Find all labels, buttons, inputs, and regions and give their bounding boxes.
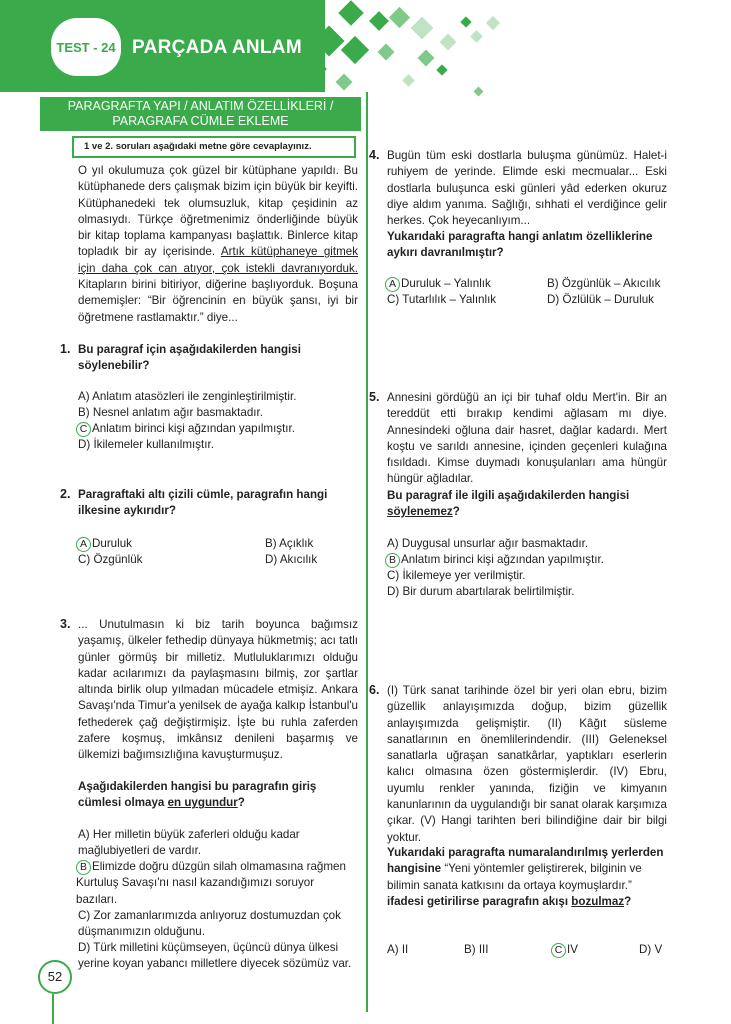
- page-number-bar: [52, 994, 54, 1024]
- passage-5: Annesini gördüğü an içi bir tuhaf oldu Mert'in. Bir an tereddüt etti bırakıp kendimi ağlasam mı diye. Annesindeki oğluna dair hasret, dağlar kadardı. Mert koştu ve sarıldı annesine, içinden geçenleri kulağına fısıldadı. Kimse duymadı konuşulanları ama hüngür hüngür ağladılar.: [387, 391, 667, 486]
- option-text: IV: [567, 943, 578, 956]
- answer-mark-circle: A: [385, 277, 400, 292]
- question-3-option-a[interactable]: A) Her milletin büyük zaferleri olduğu kadar mağlubiyetleri de vardır.: [78, 828, 300, 858]
- question-1-option-b[interactable]: B) Nesnel anlatım ağır basmaktadır.: [78, 406, 263, 419]
- question-2-option-c[interactable]: C) Özgünlük: [78, 553, 143, 566]
- question-6-number: 6.: [369, 683, 380, 697]
- question-1-number: 1.: [60, 342, 71, 356]
- banner-line-2: PARAGRAFA CÜMLE EKLEME: [112, 114, 289, 128]
- test-badge: TEST - 24: [51, 18, 121, 76]
- passage-1-underlined: Artık kütüphaneye gitmek için daha çok can atıyor, çok istekli davranıyorduk.: [78, 245, 358, 275]
- answer-mark-circle: B: [76, 860, 91, 875]
- question-5-option-d[interactable]: D) Bir durum abartılarak belirtilmiştir.: [387, 585, 575, 598]
- passage-4: Bugün tüm eski dostlarla buluşma günümüz. Halet-i ruhiyem de yerinde. Elimde eski mecmualar... Eski dostlarla buluşunca eski günleri yâd ederken okuruz diye aldım yanıma. Sağlığı, sıhhati el verdiğince gelir herkes. Çok heyecanlıyım...: [387, 149, 667, 228]
- passage-1-text-end: Kitapların birini bitiriyor, diğerine başlıyorduk. Boşuna dememişler: “Bir öğrencinin en büyük şansı, iyi bir öğretmene rastlamaktır.” diye...: [78, 278, 358, 324]
- answer-mark-circle: C: [76, 422, 91, 437]
- question-3-option-b[interactable]: [76, 859, 358, 908]
- option-text: Duruluk – Yalınlık: [401, 277, 491, 290]
- question-1-text: Bu paragraf için aşağıdakilerden hangisi söylenebilir?: [78, 343, 301, 373]
- option-text: Elimizde doğru düzgün silah olmamasına rağmen Kurtuluş Savaşı'nı nasıl kazandığımızı soruyor bazıları.: [76, 860, 346, 906]
- question-1-option-a[interactable]: A) Anlatım atasözleri ile zenginleştirilmiştir.: [78, 390, 297, 403]
- passage-1-text: O yıl okulumuza çok güzel bir kütüphane yapıldı. Bu kütüphanede ders çalışmak bizim için büyük bir keyifti. Kütüphanedeki tek olumsuzluk, kitap çeşidinin az olmasıydı. Türkçe öğretmenimiz önderliğinde büyük bir kitap toplama kampanyası başlattık. Binlerce kitap topladık bir ay içerisinde.: [78, 164, 358, 259]
- answer-mark-circle: C: [551, 943, 566, 958]
- question-3-option-c[interactable]: C) Zor zamanlarımızda anlıyoruz dostumuzdan çok düşmanımızın olduğunu.: [78, 909, 341, 939]
- question-4-number: 4.: [369, 148, 380, 162]
- section-banner: [40, 97, 361, 131]
- question-2-option-a[interactable]: [76, 536, 132, 552]
- passage-3: ... Unutulmasın ki biz tarih boyunca bağımsız yaşamış, ülkeler fethedip dünyaya hükmetmiş; acı tatlı günler görmüş bir milletiz. Mutluluklarımızı olduğu kadar acılarımızı da paylaşmasını bilmiş, zor şartlar altında birlik olup yılmadan mücadele etmişiz. Ankara Savaşı'nda Timur'a yenilsek de ayağa kalkıp İstanbul'u fethederek çağ değiştirmişiz. İşte bu ruhla zaferden zafere koşmuş, imkânsız denileni başarmış ve ülkemizi bağımsızlığına kavuşturmuşuz.: [78, 618, 358, 762]
- page-header: [0, 0, 731, 92]
- question-6-option-c[interactable]: [551, 942, 578, 958]
- question-3-option-d[interactable]: D) Türk milletini küçümseyen, üçüncü dünya ülkesi yerine koyan yabancı milletlere diyecek sözümüz var.: [78, 941, 352, 971]
- banner-line-1: PARAGRAFTA YAPI / ANLATIM ÖZELLİKLERİ /: [67, 99, 334, 113]
- answer-mark-circle: A: [76, 537, 91, 552]
- question-4-option-a[interactable]: [385, 276, 491, 292]
- question-2-option-b[interactable]: B) Açıklık: [265, 537, 314, 550]
- question-2-option-d[interactable]: D) Akıcılık: [265, 553, 318, 566]
- page-number: 52: [38, 960, 72, 994]
- question-4-text: Yukarıdaki paragrafta hangi anlatım özelliklerine aykırı davranılmıştır?: [387, 230, 653, 260]
- question-6-text: Yukarıdaki paragrafta numaralandırılmış yerlerden hangisine “Yeni yöntemler geliştirerek, bilginin ve bilimin sanata katkısını da ortaya koymuşlardır.” ifadesi getirilirse paragrafın akışı bozulmaz?: [387, 846, 664, 908]
- column-divider: [366, 92, 368, 1012]
- question-6-option-d[interactable]: D) V: [639, 943, 663, 956]
- instruction-box: 1 ve 2. soruları aşağıdaki metne göre cevaplayınız.: [72, 136, 356, 158]
- question-5-option-c[interactable]: C) İkilemeye yer verilmiştir.: [387, 569, 526, 582]
- question-3-number: 3.: [60, 617, 71, 631]
- question-5-option-b[interactable]: [385, 552, 604, 568]
- question-1-option-d[interactable]: D) İkilemeler kullanılmıştır.: [78, 438, 214, 451]
- page-title: PARÇADA ANLAM: [132, 37, 302, 58]
- question-6-option-a[interactable]: A) II: [387, 943, 409, 956]
- question-5-number: 5.: [369, 390, 380, 404]
- question-2-text: Paragraftaki altı çizili cümle, paragrafın hangi ilkesine aykırıdır?: [78, 488, 328, 518]
- question-4-option-d[interactable]: D) Özlülük – Duruluk: [547, 293, 654, 306]
- question-4-option-b[interactable]: B) Özgünlük – Akıcılık: [547, 277, 661, 290]
- option-text: Duruluk: [92, 537, 132, 550]
- passage-1: [78, 163, 358, 326]
- answer-mark-circle: B: [385, 553, 400, 568]
- question-4-option-c[interactable]: C) Tutarlılık – Yalınlık: [387, 293, 497, 306]
- passage-6: (I) Türk sanat tarihinde özel bir yeri olan ebru, bizim güzellik anlayışımızda doğup, bizim güzellik anlayışımızda gelişmiştir. (II) Kâğıt süsleme sanatlarının en önemlilerindendir. (III) Geleneksel sanatlarla uğraşan sanatkârlar, yaptıkları eserlerin kalıcı olmasına özen göstermişlerdir. (IV) Ebru, uyumlu renkler yanında, fiziğin ve kimyanın kanunlarının da uygulandığı bir sanat olarak karşımıza çıkar. (V) Hangi tarihten beri bilindiğine dair bir bilgi yoktur.: [387, 684, 667, 844]
- option-text: Anlatım birinci kişi ağzından yapılmıştır.: [92, 422, 295, 435]
- question-5-text: Bu paragraf ile ilgili aşağıdakilerden hangisi söylenemez?: [387, 489, 630, 519]
- question-3-text: Aşağıdakilerden hangisi bu paragrafın giriş cümlesi olmaya en uygundur?: [78, 780, 317, 810]
- option-text: Anlatım birinci kişi ağzından yapılmıştır.: [401, 553, 604, 566]
- question-5-option-a[interactable]: A) Duygusal unsurlar ağır basmaktadır.: [387, 537, 589, 550]
- question-2-number: 2.: [60, 487, 71, 501]
- question-6-option-b[interactable]: B) III: [464, 943, 489, 956]
- question-1-option-c[interactable]: [76, 421, 356, 437]
